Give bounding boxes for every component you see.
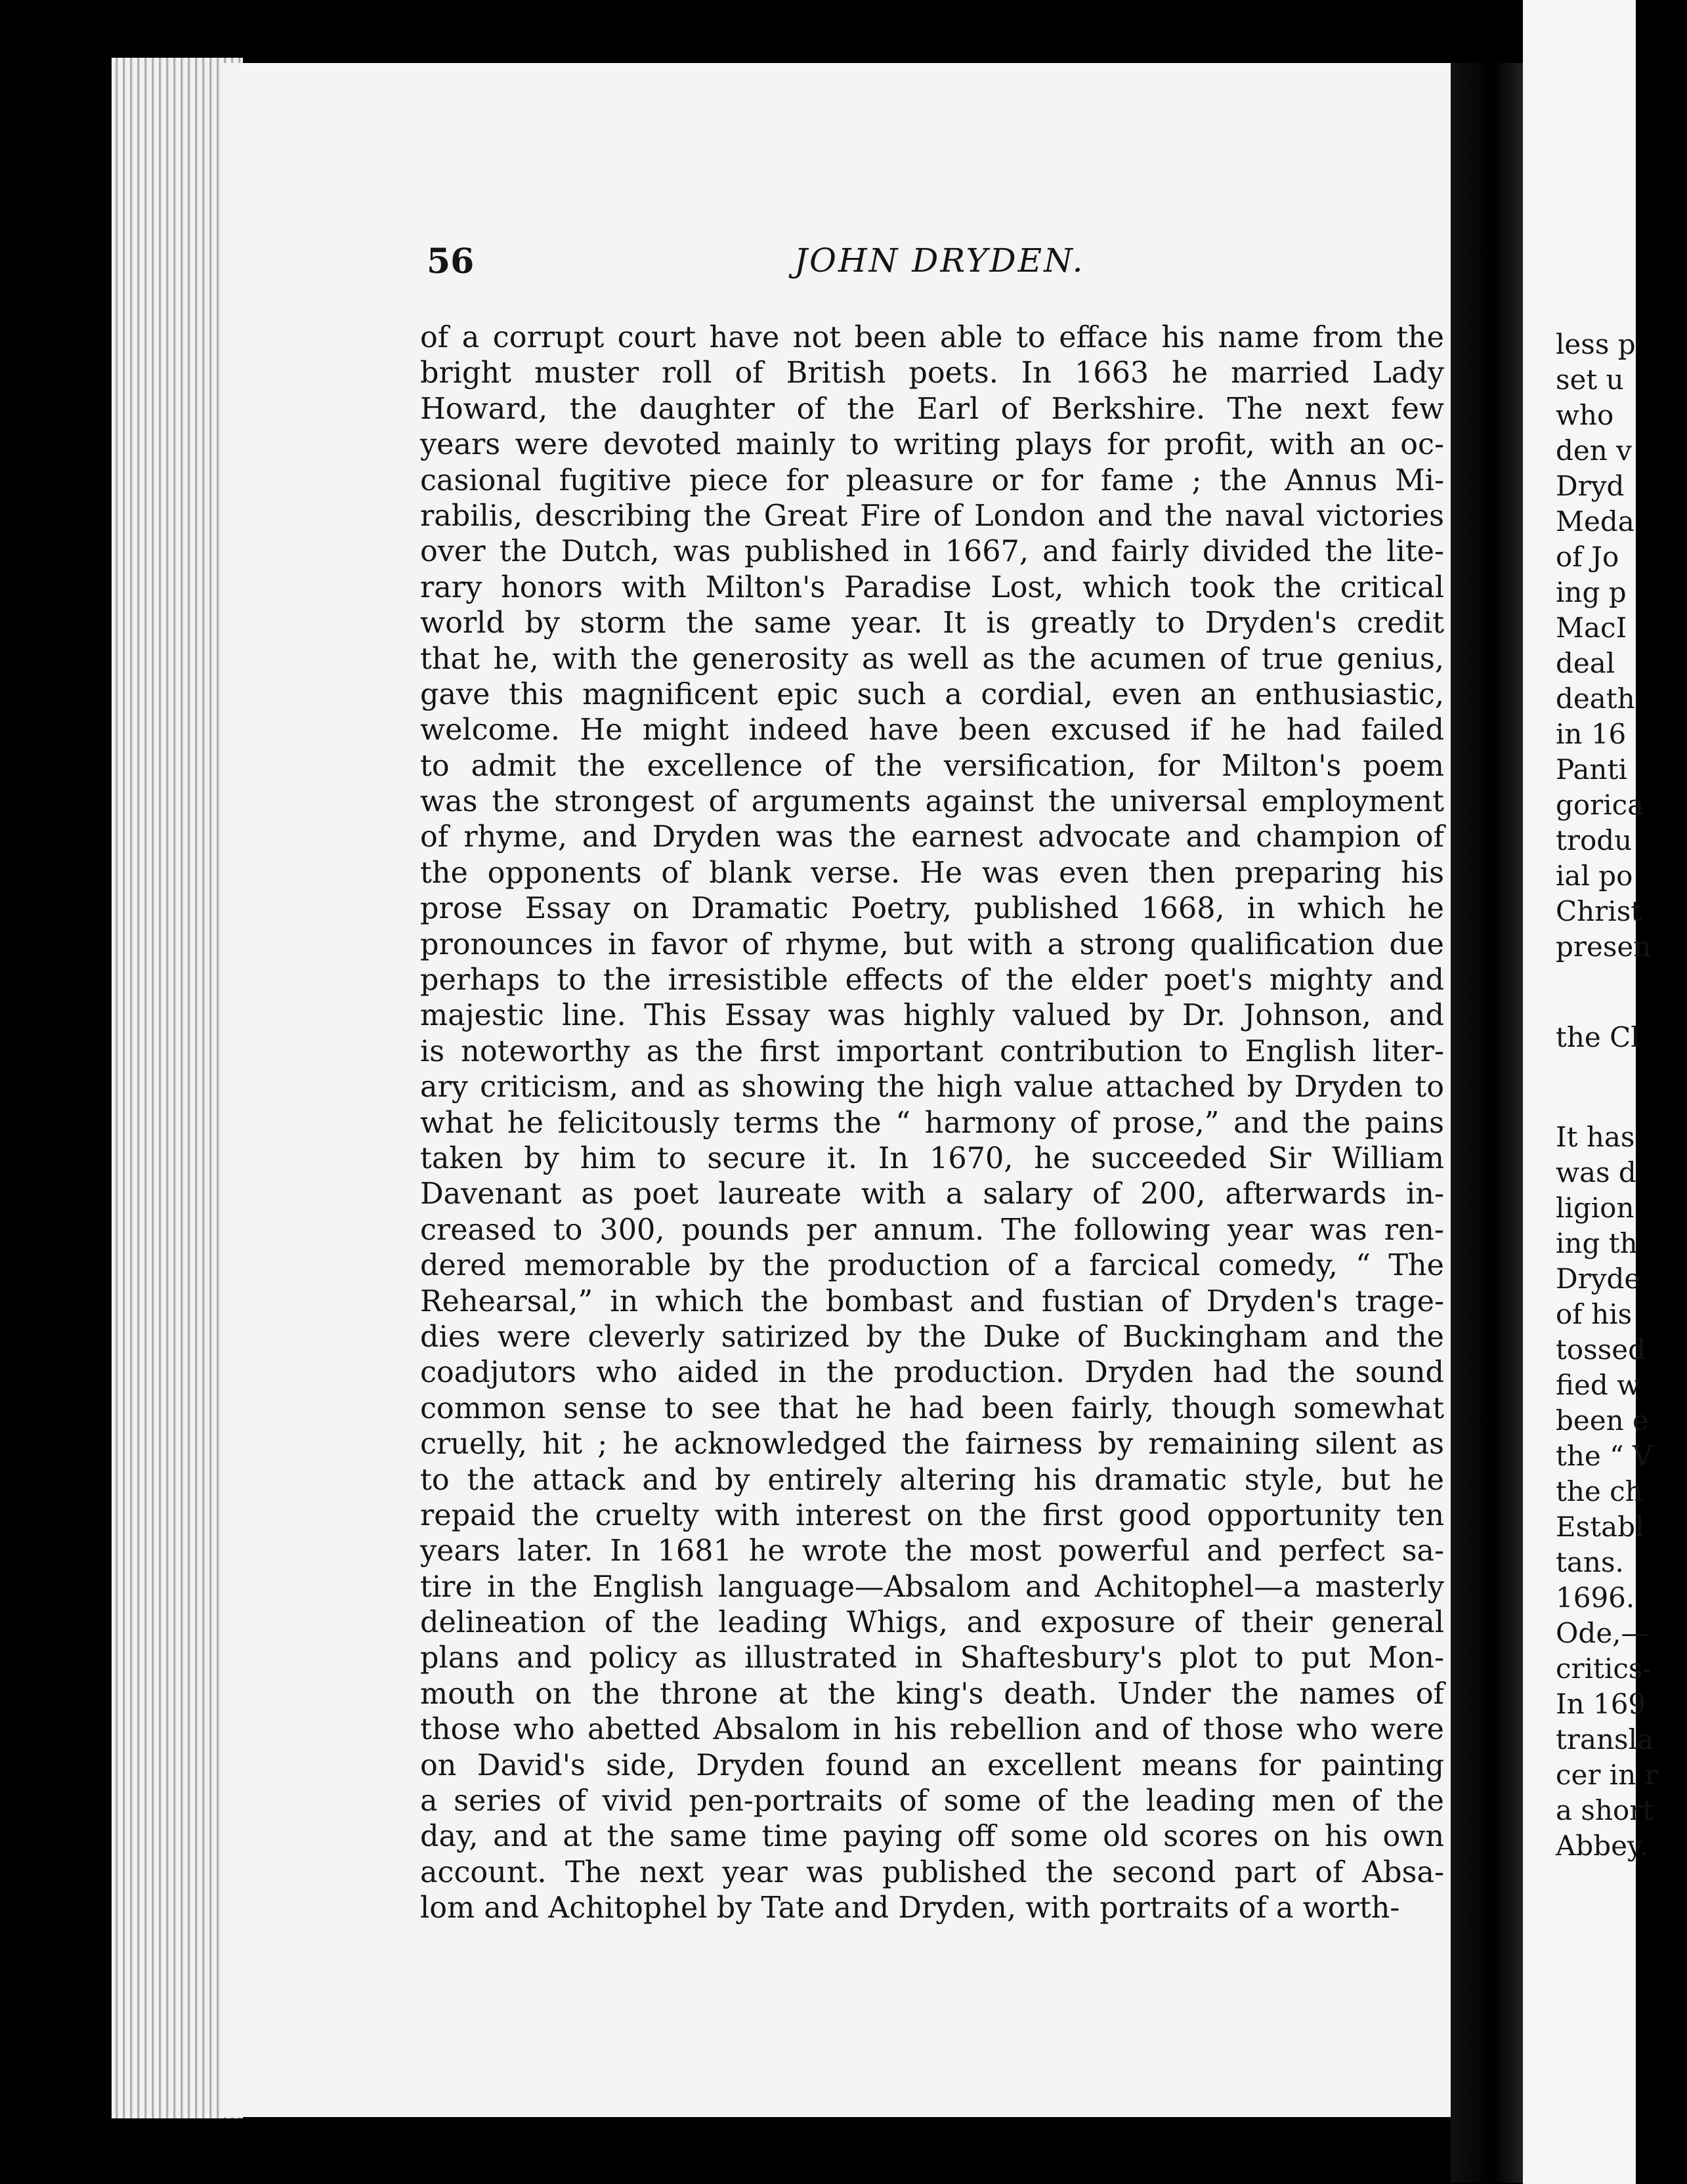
right-page-line: tossed [1556, 1334, 1646, 1366]
right-page-line: fied w [1556, 1369, 1641, 1401]
right-page-line: It has [1556, 1121, 1635, 1153]
right-page-line: was d [1556, 1156, 1636, 1188]
text-line: was the strongest of arguments against the universal employment [420, 785, 1444, 819]
right-page-line: less p [1556, 328, 1636, 360]
text-line: majestic line. This Essay was highly valued by Dr. Johnson, and [420, 999, 1444, 1033]
text-line: lom and Achitophel by Tate and Dryden, with portraits of a worth- [420, 1891, 1400, 1925]
text-line: tire in the English language—Absalom and Achitophel—a masterly [420, 1570, 1444, 1604]
text-line: coadjutors who aided in the production. Dryden had the sound [420, 1356, 1444, 1390]
right-page-line: the ch [1556, 1475, 1643, 1507]
body-text [420, 320, 1444, 1927]
text-line: over the Dutch, was published in 1667, and fairly divided the lite- [420, 535, 1444, 569]
right-page-line: a short [1556, 1794, 1654, 1826]
right-page-line: Christ [1556, 895, 1642, 927]
right-page-line: who [1556, 399, 1614, 431]
text-line: dies were cleverly satirized by the Duke of Buckingham and the [420, 1320, 1444, 1354]
right-page-line: Panti [1556, 753, 1627, 786]
right-page-line: set u [1556, 364, 1624, 396]
text-line: repaid the cruelty with interest on the first good opportunity ten [420, 1498, 1444, 1532]
page-header [427, 242, 1411, 294]
right-page-line: transla [1556, 1723, 1654, 1755]
text-line: welcome. He might indeed have been excused if he had failed [420, 713, 1444, 747]
right-page-line: been e [1556, 1404, 1649, 1437]
right-page-line: den v [1556, 434, 1632, 467]
text-line: casional fugitive piece for pleasure or for fame ; the Annus Mi- [420, 463, 1444, 497]
right-page-line: Abbey. [1556, 1830, 1648, 1862]
text-line: those who abetted Absalom in his rebellion and of those who were [420, 1713, 1444, 1747]
running-head: JOHN DRYDEN. [794, 242, 1085, 280]
text-line: day, and at the same time paying off some old scores on his own [420, 1820, 1444, 1854]
text-line: delineation of the leading Whigs, and exposure of their general [420, 1606, 1444, 1640]
right-page-line: death [1556, 682, 1635, 715]
text-line: rary honors with Milton's Paradise Lost, which took the critical [420, 570, 1444, 604]
right-page-line: 1696. [1556, 1582, 1635, 1614]
text-line: that he, with the generosity as well as the acumen of true genius, [420, 642, 1444, 676]
text-line: the opponents of blank verse. He was even then preparing his [420, 856, 1444, 890]
right-page-line: tans. [1556, 1546, 1624, 1578]
text-line: account. The next year was published the second part of Absa- [420, 1855, 1444, 1889]
text-line: world by storm the same year. It is greatly to Dryden's credit [420, 606, 1444, 640]
right-page-line: presen [1556, 931, 1652, 963]
text-line: to admit the excellence of the versification, for Milton's poem [420, 749, 1444, 783]
right-page-line: Ode,— [1556, 1617, 1649, 1649]
text-line: is noteworthy as the first important contribution to English liter- [420, 1034, 1444, 1068]
right-page-line: ing th [1556, 1227, 1638, 1259]
right-page-line: critics- [1556, 1652, 1652, 1685]
right-page-line: deal [1556, 647, 1615, 679]
text-line: plans and policy as illustrated in Shaftesbury's plot to put Mon- [420, 1641, 1444, 1675]
text-line: on David's side, Dryden found an excellent means for painting [420, 1748, 1444, 1782]
text-line: mouth on the throne at the king's death. Under the names of [420, 1677, 1444, 1711]
right-page-line: the “ V [1556, 1440, 1653, 1472]
text-line: rabilis, describing the Great Fire of London and the naval victories [420, 499, 1444, 533]
right-page-line: Meda [1556, 505, 1634, 537]
right-page-line: MacI [1556, 612, 1627, 644]
text-line: dered memorable by the production of a farcical comedy, “ The [420, 1249, 1444, 1283]
text-line: of a corrupt court have not been able to efface his name from the [420, 321, 1444, 354]
right-page-line: Dryde [1556, 1263, 1641, 1295]
right-page-line: in 16 [1556, 718, 1627, 750]
book-gutter [1451, 63, 1523, 2183]
text-line: Rehearsal,” in which the bombast and fustian of Dryden's trage- [420, 1284, 1444, 1318]
right-page-line: gorica [1556, 789, 1644, 821]
right-page-line: ial po [1556, 860, 1633, 892]
right-page-line: trodu [1556, 824, 1633, 856]
text-line: perhaps to the irresistible effects of the elder poet's mighty and [420, 963, 1444, 998]
right-page-line: ing p [1556, 576, 1627, 608]
page-number: 56 [427, 242, 475, 282]
text-line: ary criticism, and as showing the high value attached by Dryden to [420, 1070, 1444, 1104]
right-page-line: In 169 [1556, 1688, 1646, 1720]
text-line: of rhyme, and Dryden was the earnest advocate and champion of [420, 820, 1444, 854]
right-page-line: cer in r [1556, 1759, 1658, 1791]
text-line: gave this magnificent epic such a cordial, even an enthusiastic, [420, 677, 1444, 711]
text-line: taken by him to secure it. In 1670, he succeeded Sir William [420, 1141, 1444, 1175]
text-line: prose Essay on Dramatic Poetry, published 1668, in which he [420, 892, 1444, 926]
right-page-line: Dryd [1556, 470, 1625, 502]
right-page-line: Establ [1556, 1511, 1644, 1543]
text-line: cruelly, hit ; he acknowledged the fairness by remaining silent as [420, 1427, 1444, 1461]
text-line: to the attack and by entirely altering his dramatic style, but he [420, 1463, 1444, 1497]
text-line: creased to 300, pounds per annum. The following year was ren- [420, 1213, 1444, 1247]
right-page-line: the Cl [1556, 1021, 1640, 1053]
right-page-line: of his [1556, 1298, 1633, 1330]
text-line: years later. In 1681 he wrote the most powerful and perfect sa- [420, 1534, 1444, 1568]
right-page [1523, 0, 1658, 2184]
text-line: bright muster roll of British poets. In 1663 he married Lady [420, 356, 1444, 390]
text-line: Howard, the daughter of the Earl of Berkshire. The next few [420, 392, 1444, 426]
right-page-line: of Jo [1556, 541, 1619, 573]
text-line: pronounces in favor of rhyme, but with a strong qualification due [420, 927, 1444, 961]
text-line: Davenant as poet laureate with a salary of 200, afterwards in- [420, 1177, 1444, 1211]
text-line: what he felicitously terms the “ harmony of prose,” and the pains [420, 1106, 1444, 1140]
text-line: a series of vivid pen-portraits of some of the leading men of the [420, 1784, 1444, 1818]
text-line: common sense to see that he had been fairly, though somewhat [420, 1391, 1444, 1425]
text-line: years were devoted mainly to writing plays for profit, with an oc- [420, 428, 1444, 462]
right-page-line: ligion [1556, 1192, 1634, 1224]
